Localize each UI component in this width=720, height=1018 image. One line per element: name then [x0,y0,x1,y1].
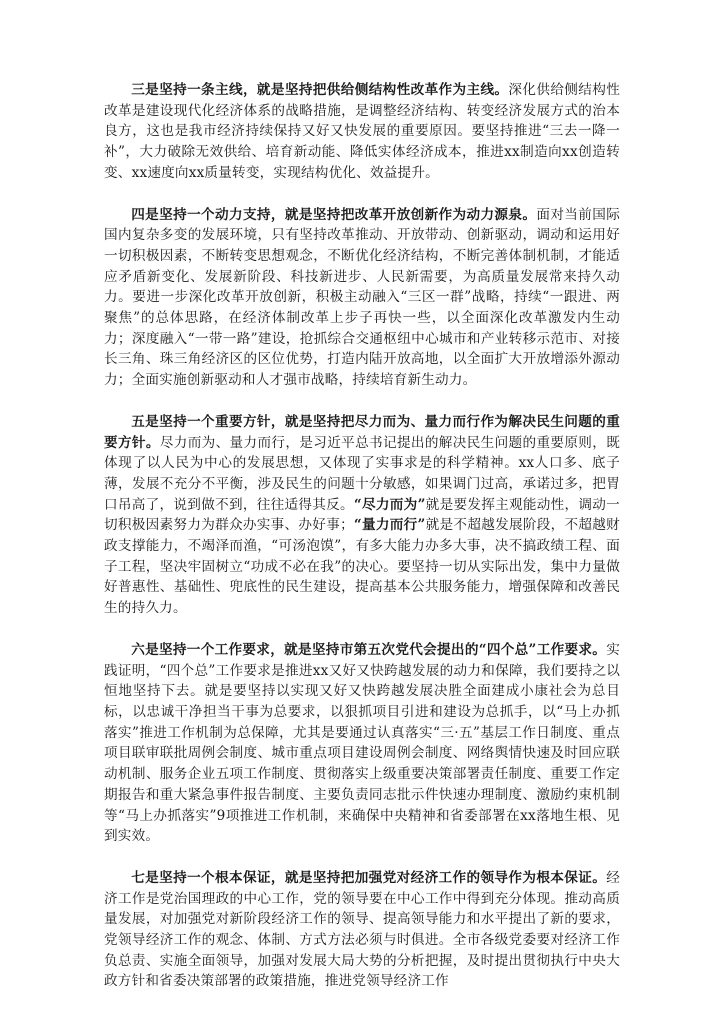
paragraph-section-7 [104,868,620,992]
section-6-heading: 六是坚持一个工作要求，就是坚持市第五次党代会提出的“四个总”工作要求。 [131,641,607,658]
section-5-emphasis-2: “量力而行” [353,517,426,534]
section-4-heading: 四是坚持一个动力支持，就是坚持把改革开放创新作为动力源泉。 [131,206,537,223]
section-5-body-part-2: 就是要发挥主观能动性，调动一切积极因素努力为群众办实事、办好事； [104,496,620,534]
paragraph-section-3 [104,80,620,184]
section-3-body: 深化供给侧结构性改革是建设现代化经济体系的战略措施，是调整经济结构、转变经济发展方式的治本良方，这也是我市经济持续保持又好又快发展的重要原因。要坚持推进“三去一降一补”，大力破除无效供给、培育新动能、降低实体经济成本，推进xx制造向xx创造转变、xx速度向xx质量转变，实现结构优化、效益提升。 [104,82,620,181]
section-5-body-part-1: 尽力而为、量力而行，是习近平总书记提出的解决民生问题的重要原则，既体现了以人民为中心的发展思想，又体现了实事求是的科学精神。xx人口多、底子薄，发展不充分不平衡，涉及民生的问题十分敏感，如果调门过高，承诺过多，把胃口吊高了，说到做不到，往往适得其反。 [104,434,620,513]
section-5-emphasis-1: “尽力而为” [353,496,426,513]
section-4-body: 面对当前国际国内复杂多变的发展环境，只有坚持改革推动、开放带动、创新驱动，调动和运用好一切积极因素，不断转变思想观念，不断优化经济结构，不断完善体制机制，才能适应矛盾新变化、发展新阶段、科技新进步、人民新需要，为高质量发展常来持久动力。要进一步深化改革开放创新，积极主动融入“三区一群”战略，持续“一跟进、两聚焦”的总体思路，在经济体制改革上步子再快一些，以全面深化改革激发内生动力；深度融入“一带一路”建设，抢抓综合交通枢纽中心城市和产业转移示范市、对接长三角、珠三角经济区的区位优势，打造内陆开放高地，以全面扩大开放增添外源动力；全面实施创新驱动和人才强市战略，持续培育新生动力。 [104,206,620,389]
section-5-body-part-3: 就是不超越发展阶段，不超越财政支撑能力，不竭泽而渔，“可汤泡馍”，有多大能力办多大事，决不搞政绩工程、面子工程，坚决牢固树立“功成不必在我”的决心。要坚持一切从实际出发，集中力量做好普惠性、基础性、兜底性的民生建设，提高基本公共服务能力，增强保障和改善民生的持久力。 [104,517,620,617]
paragraph-section-5 [104,412,620,619]
section-5-heading: 五是坚持一个重要方针，就是坚持把尽力而为、量力而行作为解决民生问题的重要方针。 [104,413,620,451]
section-6-body: 实践证明，“四个总”工作要求是推进xx又好又快跨越发展的动力和保障，我们要持之以恒地坚持下去。就是要坚持以实现又好又快跨越发展决胜全面建成小康社会为总目标，以忠诚干净担当干事为总要求，以狠抓项目引进和建设为总抓手，以“马上办抓落实”推进工作机制为总保障，尤其是要通过认真落实“三·五”基层工作日制度、重点项目联审联批周例会制度、城市重点项目建设周例会制度、网络舆情快速及时回应联动机制、服务企业五项工作制度、贯彻落实上级重要决策部署责任制度、重要工作定期报告和重大紧急事件报告制度、主要负责同志批示件快速办理制度、激励约束机制等“马上办抓落实”9项推进工作机制，来确保中央精神和省委部署在xx落地生根、见到实效。 [104,641,620,845]
paragraph-section-6 [104,640,620,847]
section-7-heading: 七是坚持一个根本保证，就是坚持把加强党对经济工作的领导作为根本保证。 [131,869,607,886]
section-7-body: 经济工作是党治国理政的中心工作，党的领导要在中心工作中得到充分体现。推动高质量发展，对加强党对新阶段经济工作的领导、提高领导能力和水平提出了新的要求，党领导经济工作的观念、体制、方式方法必须与时俱进。全市各级党委要对经济工作负总责、实施全面领导，加强对发展大局大势的分析把握，及时提出贯彻执行中央大政方针和省委决策部署的政策措施，推进党领导经济工作 [104,869,620,990]
paragraph-section-4 [104,205,620,391]
section-3-heading: 三是坚持一条主线，就是坚持把供给侧结构性改革作为主线。 [131,82,509,98]
